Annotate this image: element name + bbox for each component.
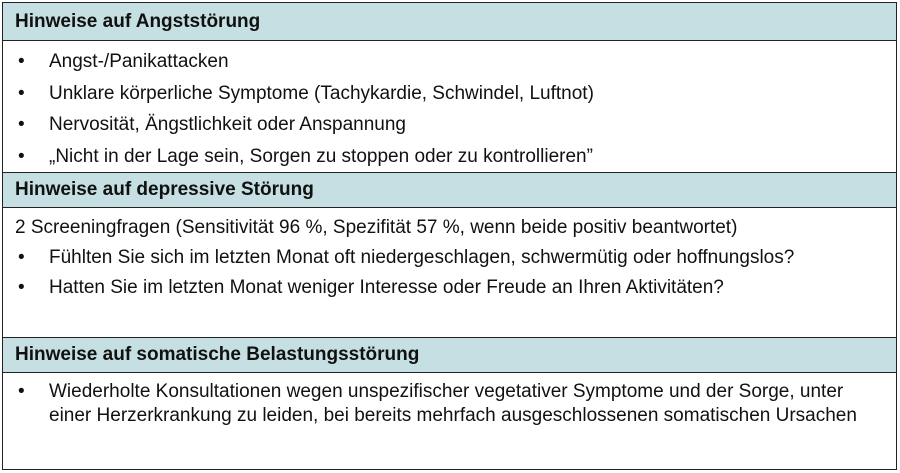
bullet-icon: • <box>18 277 25 298</box>
list-item: • „Nicht in der Lage sein, Sorgen zu stoppen oder zu kontrollieren” <box>18 145 593 167</box>
bullet-icon: • <box>18 145 25 167</box>
list-item: • Wiederholte Konsultationen wegen unspezifischer vegetativer Symptome und der Sorge, unter einer Herzerkrankung zu leiden, bei bereits mehrfach ausgeschlossenen somatischen Ursachen <box>18 381 857 426</box>
section-body-anxiety <box>3 41 896 173</box>
bullet-list <box>3 246 896 300</box>
list-item: • Nervosität, Ängstlichkeit oder Anspannung <box>18 114 406 135</box>
list-item: • Unklare körperliche Symptome (Tachykardie, Schwindel, Luftnot) <box>18 82 594 104</box>
section-header-somatic <box>3 338 896 373</box>
bullet-icon: • <box>18 114 25 135</box>
list-item: • Angst-/Panikattacken <box>18 51 229 72</box>
list-item: • Fühlten Sie sich im letzten Monat oft niedergeschlagen, schwermütig oder hoffnungslos? <box>18 247 795 268</box>
section-title: Hinweise auf depressive Störung <box>15 179 314 200</box>
bullet-list <box>3 380 896 428</box>
bullet-icon: • <box>18 381 25 402</box>
list-item: • Hatten Sie im letzten Monat weniger Interesse oder Freude an Ihren Aktivitäten? <box>18 277 724 298</box>
bullet-icon: • <box>18 82 25 104</box>
section-title: Hinweise auf somatische Belastungsstörung <box>15 344 420 365</box>
section-header-depression <box>3 173 896 208</box>
section-body-somatic <box>3 373 896 428</box>
bullet-icon: • <box>18 247 25 268</box>
screening-intro: 2 Screeningfragen (Sensitivität 96 %, Spezifität 57 %, wenn beide positiv beantwortet) <box>15 217 738 238</box>
bullet-list <box>3 50 896 169</box>
bullet-icon: • <box>18 51 25 72</box>
section-title: Hinweise auf Angststörung <box>15 10 261 32</box>
section-header-anxiety <box>3 3 896 41</box>
section-body-depression <box>3 208 896 338</box>
info-table <box>2 2 897 470</box>
